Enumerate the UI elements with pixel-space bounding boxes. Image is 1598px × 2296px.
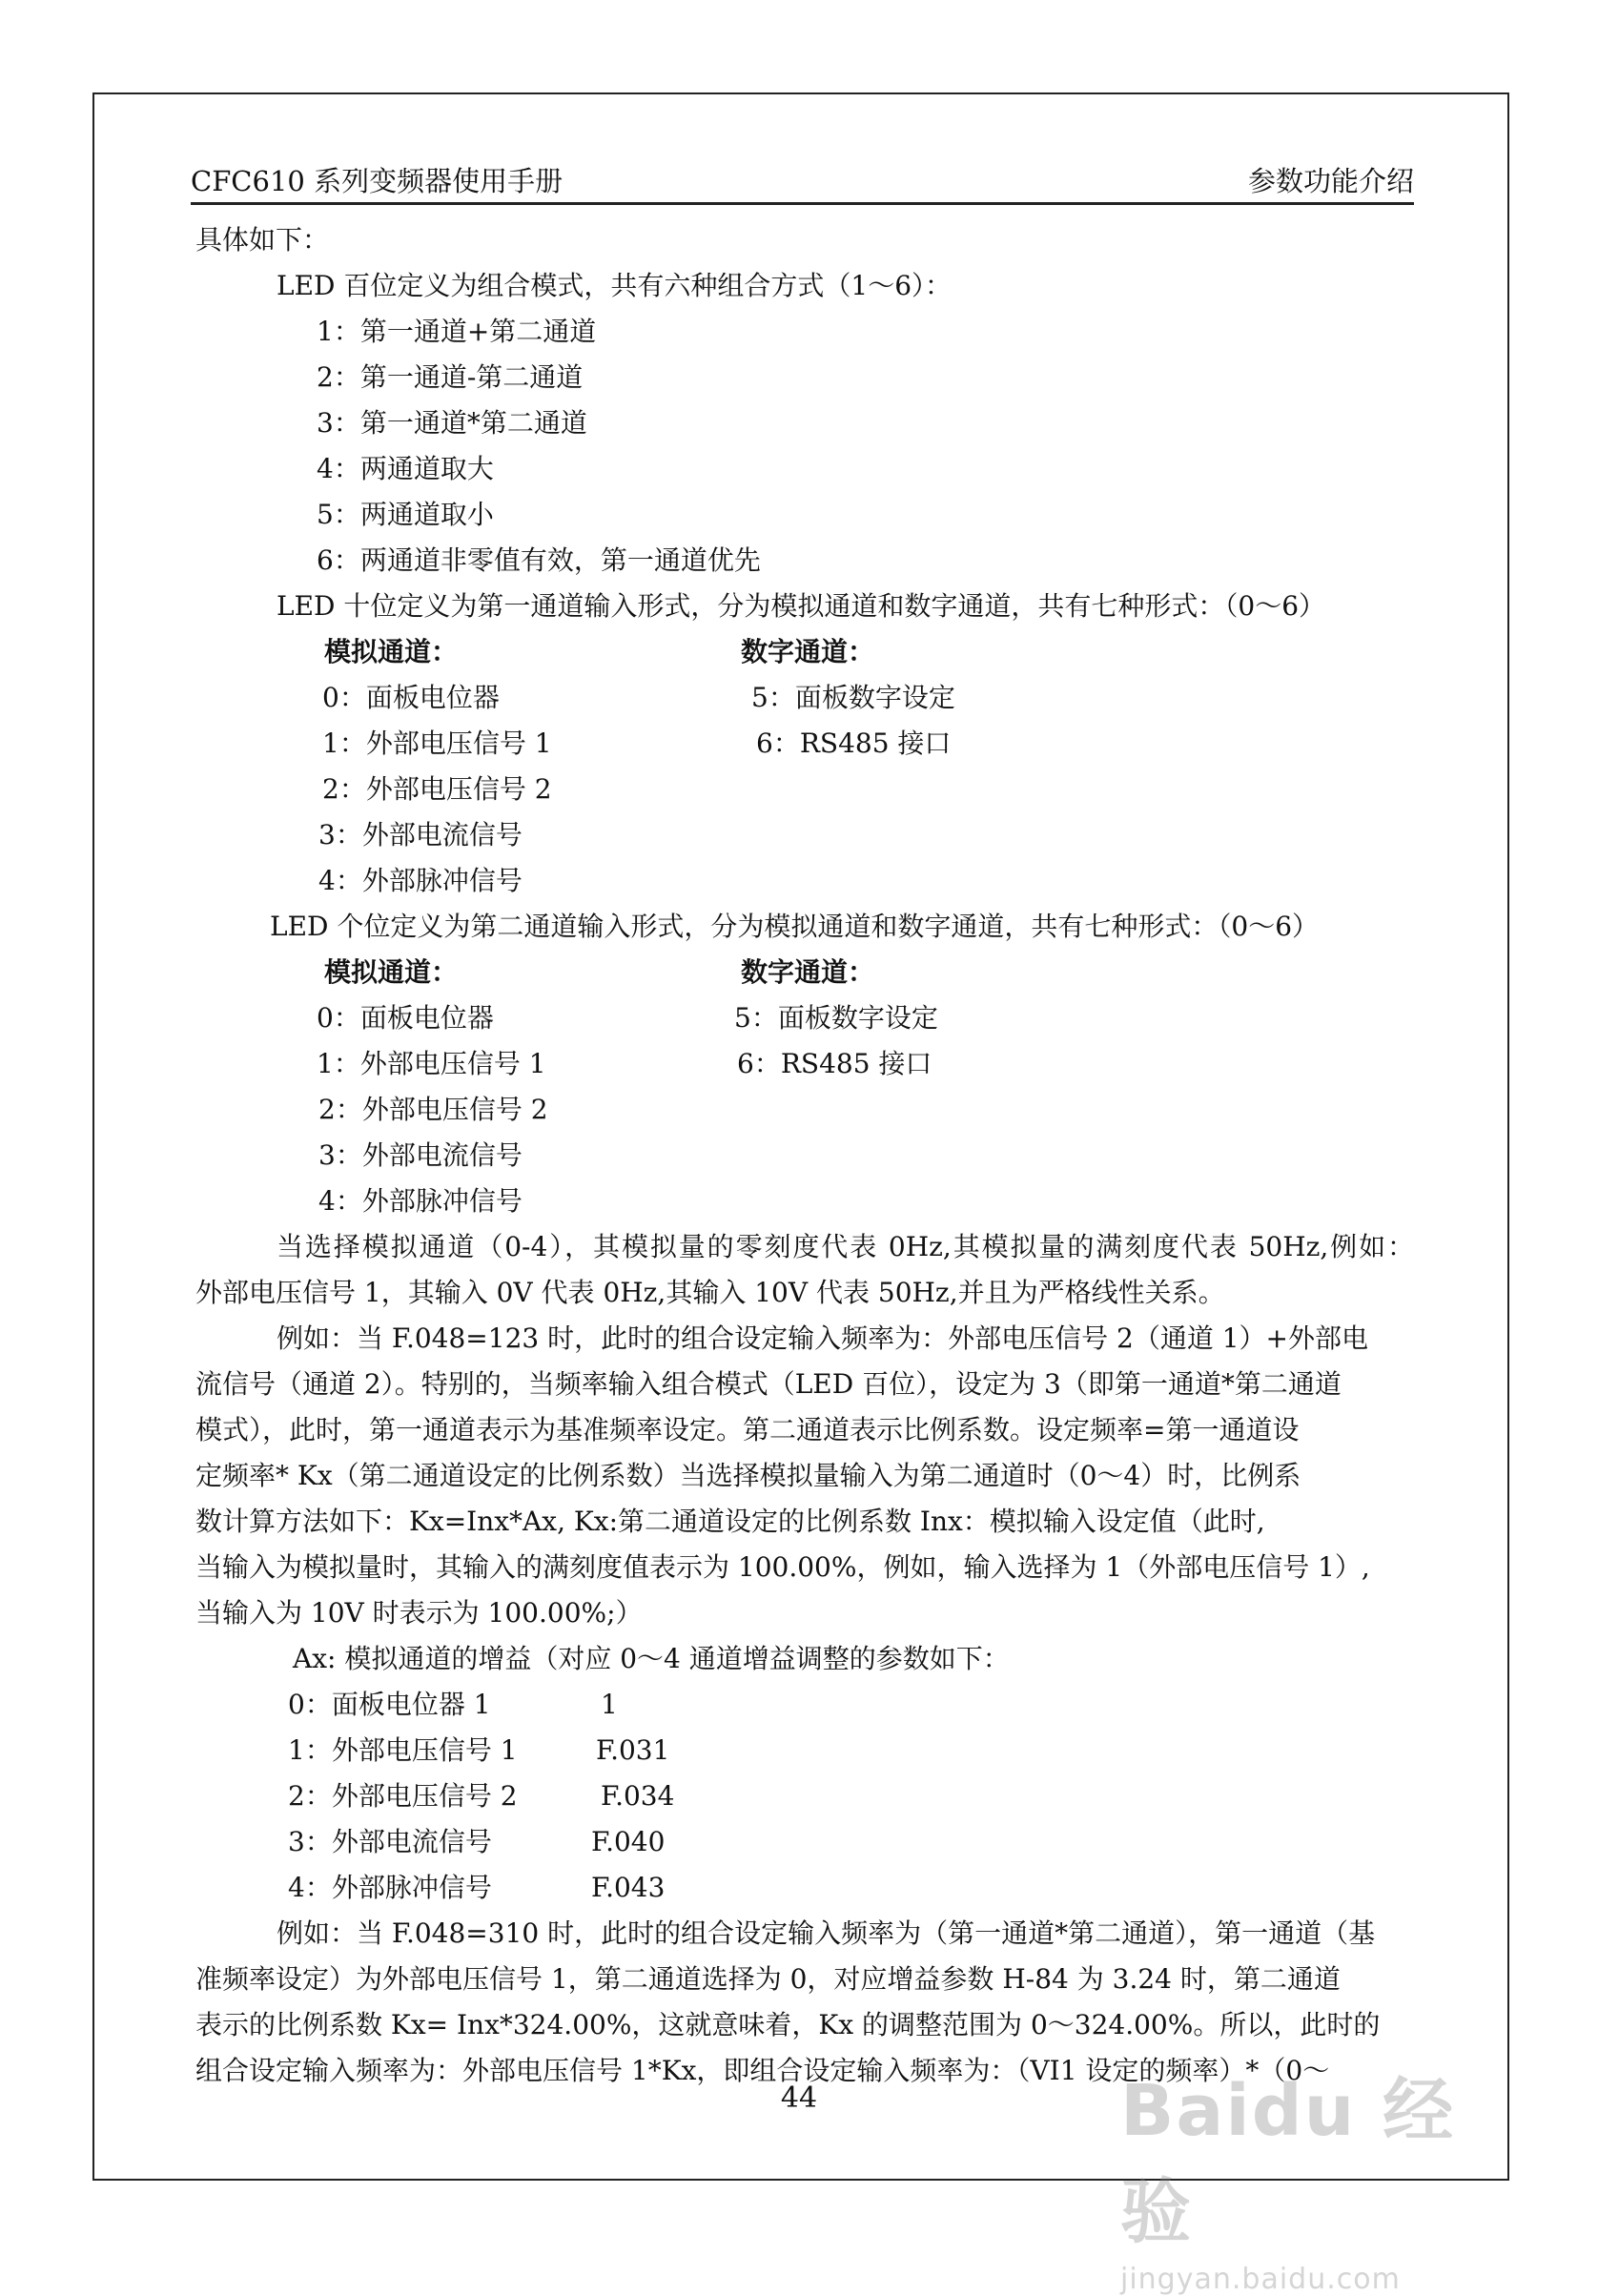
intro-text: 具体如下： <box>195 224 330 256</box>
units-title: LED 个位定义为第二通道输入形式，分为模拟通道和数字通道，共有七种形式：（0～6） <box>270 911 1320 942</box>
units-header-row <box>195 950 1414 995</box>
units-row <box>195 995 1414 1041</box>
paragraph-line: 例如：当 F.048=123 时，此时的组合设定输入频率为：外部电压信号 2（通道 1）+外部电 <box>277 1322 1369 1354</box>
paragraph-line: 组合设定输入频率为：外部电压信号 1*Kx，即组合设定输入频率为：（VI1 设定的频率）*（0～ <box>195 2055 1330 2086</box>
paragraph-line: 外部电压信号 1，其输入 0V 代表 0Hz,其输入 10V 代表 50Hz,并且为严格线性关系。 <box>195 1277 1225 1308</box>
gain-label: 0：面板电位器 1 <box>288 1689 491 1720</box>
gain-label: 3：外部电流信号 <box>288 1826 492 1857</box>
units-digital-item: 5：面板数字设定 <box>734 1002 938 1034</box>
gain-row <box>195 1728 1414 1773</box>
tens-row <box>195 767 1414 812</box>
units-analog-title: 模拟通道： <box>324 956 459 988</box>
paragraph-line: 当输入为模拟量时，其输入的满刻度值表示为 100.00%，例如，输入选择为 1（外部电压信号 1）, <box>195 1551 1370 1583</box>
gain-row <box>195 1773 1414 1819</box>
header-section-title: 参数功能介绍 <box>1247 165 1414 197</box>
gain-row <box>195 1682 1414 1728</box>
gain-label: 4：外部脉冲信号 <box>288 1872 492 1903</box>
gain-row <box>195 1865 1414 1911</box>
units-row <box>195 1133 1414 1179</box>
tens-digital-item: 6：RS485 接口 <box>756 728 952 759</box>
hundreds-item: 5：两通道取小 <box>317 499 494 530</box>
tens-analog-item: 3：外部电流信号 <box>318 819 522 851</box>
units-row <box>195 1179 1414 1224</box>
page-number: 44 <box>780 2081 818 2115</box>
paragraph-line: 定频率* Kx（第二通道设定的比例系数）当选择模拟量输入为第二通道时（0～4）时，比例系 <box>195 1460 1301 1491</box>
units-analog-item: 3：外部电流信号 <box>318 1139 522 1171</box>
paragraph-line: 当输入为 10V 时表示为 100.00%;） <box>195 1597 643 1629</box>
hundreds-title: LED 百位定义为组合模式，共有六种组合方式（1～6）： <box>277 270 953 301</box>
watermark-url: jingyan.baidu.com <box>1120 2263 1401 2296</box>
units-digital-title: 数字通道： <box>741 956 875 988</box>
hundreds-item: 6：两通道非零值有效，第一通道优先 <box>317 544 761 576</box>
tens-header-row <box>195 629 1414 675</box>
gain-title: Ax: 模拟通道的增益（对应 0～4 通道增益调整的参数如下： <box>293 1643 1010 1674</box>
tens-row <box>195 812 1414 858</box>
units-row <box>195 1087 1414 1133</box>
tens-digital-item: 5：面板数字设定 <box>751 682 955 713</box>
tens-row <box>195 721 1414 767</box>
units-analog-item: 2：外部电压信号 2 <box>318 1094 548 1125</box>
page-header <box>191 160 1414 205</box>
units-row <box>195 1041 1414 1087</box>
watermark-main: Baidu 经验 <box>1120 2070 1456 2253</box>
tens-analog-item: 1：外部电压信号 1 <box>322 728 552 759</box>
hundreds-item: 1：第一通道+第二通道 <box>317 316 597 347</box>
paragraph-line: 模式），此时，第一通道表示为基准频率设定。第二通道表示比例系数。设定频率=第一通道设 <box>195 1414 1300 1445</box>
gain-label: 1：外部电压信号 1 <box>288 1734 518 1766</box>
tens-title: LED 十位定义为第一通道输入形式，分为模拟通道和数字通道，共有七种形式：（0～6） <box>277 590 1326 622</box>
gain-label: 2：外部电压信号 2 <box>288 1780 518 1812</box>
tens-analog-item: 2：外部电压信号 2 <box>322 773 552 805</box>
units-analog-item: 0：面板电位器 <box>317 1002 494 1034</box>
paragraph-line: 准频率设定）为外部电压信号 1，第二通道选择为 0，对应增益参数 H-84 为 3.24 时，第二通道 <box>195 1963 1341 1995</box>
gain-value: F.031 <box>596 1734 670 1766</box>
units-analog-item: 1：外部电压信号 1 <box>317 1048 546 1079</box>
tens-analog-item: 0：面板电位器 <box>322 682 500 713</box>
tens-row <box>195 675 1414 721</box>
hundreds-item: 2：第一通道-第二通道 <box>317 361 584 393</box>
paragraph-line: 表示的比例系数 Kx= Inx*324.00%，这就意味着，Kx 的调整范围为 0～324.00%。所以，此时的 <box>195 2009 1381 2040</box>
gain-value: F.034 <box>601 1780 675 1812</box>
tens-row <box>195 858 1414 904</box>
gain-value: 1 <box>601 1689 618 1720</box>
units-digital-item: 6：RS485 接口 <box>737 1048 932 1079</box>
paragraph-line: 例如：当 F.048=310 时，此时的组合设定输入频率为（第一通道*第二通道），第一通道（基 <box>277 1917 1376 1949</box>
hundreds-item: 4：两通道取大 <box>317 453 494 484</box>
paragraph-line: 流信号（通道 2）。特别的，当频率输入组合模式（LED 百位），设定为 3（即第一通道*第二通道 <box>195 1368 1342 1400</box>
paragraph-line: 当选择模拟通道（0-4），其模拟量的零刻度代表 0Hz,其模拟量的满刻度代表 50Hz,例如： <box>277 1231 1414 1262</box>
tens-analog-item: 4：外部脉冲信号 <box>318 865 522 896</box>
units-analog-item: 4：外部脉冲信号 <box>318 1185 522 1217</box>
tens-analog-title: 模拟通道： <box>324 636 459 667</box>
gain-value: F.040 <box>591 1826 666 1857</box>
gain-value: F.043 <box>591 1872 666 1903</box>
watermark-logo <box>1120 2055 1521 2296</box>
tens-digital-title: 数字通道： <box>741 636 875 667</box>
hundreds-item: 3：第一通道*第二通道 <box>317 407 587 439</box>
header-manual-title: CFC610 系列变频器使用手册 <box>191 165 563 197</box>
gain-row <box>195 1819 1414 1865</box>
paragraph-line: 数计算方法如下：Kx=Inx*Ax, Kx:第二通道设定的比例系数 Inx：模拟输入设定值（此时, <box>195 1506 1265 1537</box>
page-content <box>195 217 1414 2094</box>
